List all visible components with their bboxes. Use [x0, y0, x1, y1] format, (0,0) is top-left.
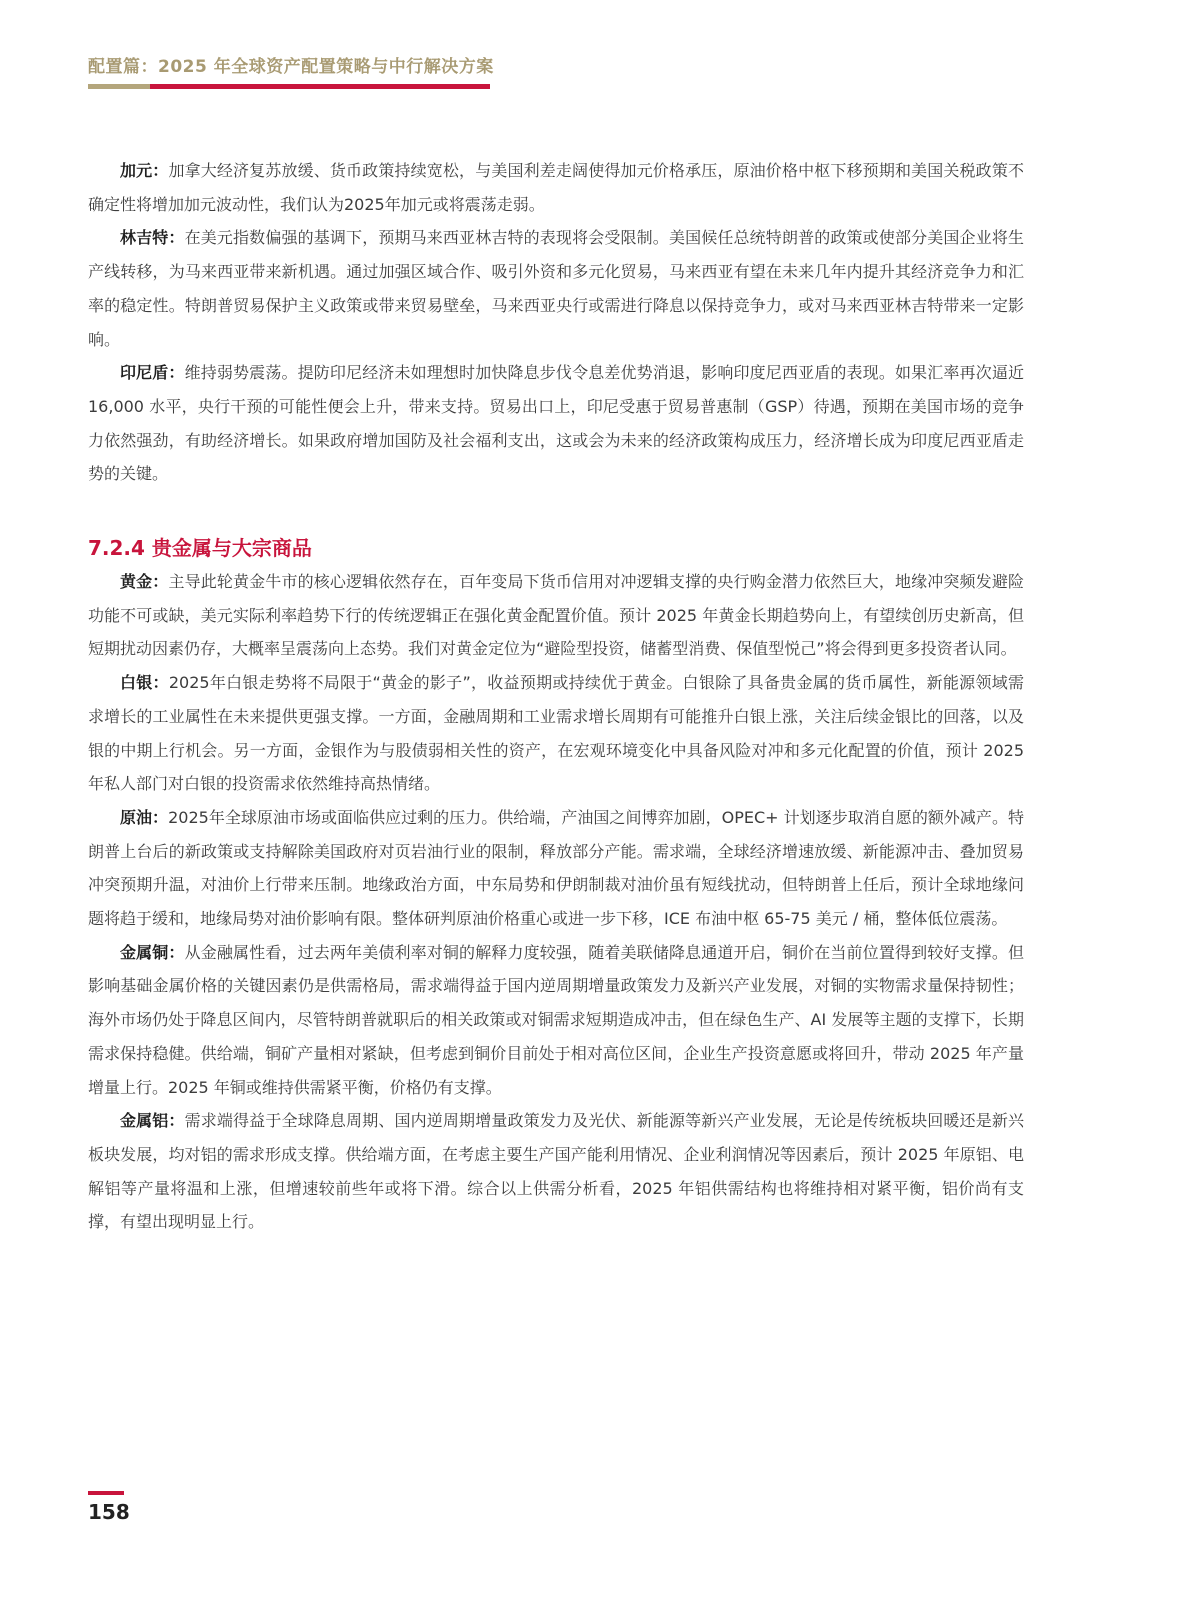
paragraph-term: 加元：	[120, 161, 169, 180]
paragraph-text: 加拿大经济复苏放缓、货币政策持续宽松，与美国利差走阔使得加元价格承压，原油价格中枢下移预期和美国关税政策不确定性将增加加元波动性，我们认为2025年加元或将震荡走弱。	[88, 161, 1024, 214]
paragraph-text: 需求端得益于全球降息周期、国内逆周期增量政策发力及光伏、新能源等新兴产业发展，无论是传统板块回暖还是新兴板块发展，均对铝的需求形成支撑。供给端方面，在考虑主要生产国产能利用情况、企业利润情况等因素后，预计 2025 年原铝、电解铝等产量将温和上涨，但增速较前些年或将下滑。综合以上供需分析看，2025 年铝供需结构也将维持相对紧平衡，铝价尚有支撑，有望出现明显上行。	[88, 1111, 1024, 1232]
paragraph-gold	[88, 565, 1024, 666]
page-content	[88, 154, 1024, 1239]
footer-rule	[88, 1491, 124, 1495]
paragraph-text: 在美元指数偏强的基调下，预期马来西亚林吉特的表现将会受限制。美国候任总统特朗普的政策或使部分美国企业将生产线转移，为马来西亚带来新机遇。通过加强区域合作、吸引外资和多元化贸易，马来西亚有望在未来几年内提升其经济竞争力和汇率的稳定性。特朗普贸易保护主义政策或带来贸易壁垒，马来西亚央行或需进行降息以保持竞争力，或对马来西亚林吉特带来一定影响。	[88, 228, 1024, 349]
page-number: 158	[88, 1500, 130, 1524]
paragraph-term: 白银：	[120, 673, 169, 693]
paragraph-cad	[88, 154, 1024, 221]
header-rule-gold	[88, 84, 150, 89]
paragraph-crude-oil	[88, 801, 1024, 936]
paragraph-silver	[88, 666, 1024, 801]
paragraph-term: 金属铝：	[120, 1111, 185, 1131]
paragraph-myr	[88, 221, 1024, 356]
paragraph-text: 主导此轮黄金牛市的核心逻辑依然存在，百年变局下货币信用对冲逻辑支撑的央行购金潜力依然巨大，地缘冲突频发避险功能不可或缺，美元实际利率趋势下行的传统逻辑正在强化黄金配置价值。预计 2025 年黄金长期趋势向上，有望续创历史新高，但短期扰动因素仍存，大概率呈震荡向上态势。我们对黄金定位为“避险型投资，储蓄型消费、保值型悦己”将会得到更多投资者认同。	[88, 572, 1024, 659]
section-heading: 7.2.4 贵金属与大宗商品	[88, 536, 312, 561]
paragraph-copper	[88, 936, 1024, 1105]
paragraph-aluminum	[88, 1104, 1024, 1239]
paragraph-term: 黄金：	[120, 572, 169, 592]
paragraph-term: 原油：	[120, 807, 169, 827]
paragraph-text: 从金融属性看，过去两年美债利率对铜的解释力度较强，随着美联储降息通道开启，铜价在当前位置得到较好支撑。但影响基础金属价格的关键因素仍是供需格局，需求端得益于国内逆周期增量政策发力及新兴产业发展，对铜的实物需求量保持韧性；海外市场仍处于降息区间内，尽管特朗普就职后的相关政策或对铜需求短期造成冲击，但在绿色生产、AI 发展等主题的支撑下，长期需求保持稳健。供给端，铜矿产量相对紧缺，但考虑到铜价目前处于相对高位区间，企业生产投资意愿或将回升，带动 2025 年产量增量上行。2025 年铜或维持供需紧平衡，价格仍有支撑。	[88, 942, 1024, 1097]
paragraph-idr	[88, 356, 1024, 491]
paragraph-term: 印尼盾：	[120, 363, 185, 383]
paragraph-term: 林吉特：	[120, 228, 185, 248]
paragraph-text: 维持弱势震荡。提防印尼经济未如理想时加快降息步伐令息差优势消退，影响印度尼西亚盾的表现。如果汇率再次逼近 16,000 水平，央行干预的可能性便会上升，带来支持。贸易出口上，印尼受惠于贸易普惠制（GSP）待遇，预期在美国市场的竞争力依然强劲，有助经济增长。如果政府增加国防及社会福利支出，这或会为未来的经济政策构成压力，经济增长成为印度尼西亚盾走势的关键。	[88, 363, 1024, 484]
paragraph-term: 金属铜：	[120, 942, 185, 962]
header-rule-red	[150, 84, 490, 89]
currency-section	[88, 154, 1024, 491]
header-title: 配置篇：2025 年全球资产配置策略与中行解决方案	[88, 57, 494, 77]
paragraph-text: 2025年白银走势将不局限于“黄金的影子”，收益预期或持续优于黄金。白银除了具备贵金属的货币属性，新能源领域需求增长的工业属性在未来提供更强支撑。一方面，金融周期和工业需求增长周期有可能推升白银上涨，关注后续金银比的回落，以及银的中期上行机会。另一方面，金银作为与股债弱相关性的资产，在宏观环境变化中具备风险对冲和多元化配置的价值，预计 2025 年私人部门对白银的投资需求依然维持高热情绪。	[88, 673, 1024, 794]
commodities-section	[88, 533, 1024, 1239]
paragraph-text: 2025年全球原油市场或面临供应过剩的压力。供给端，产油国之间博弈加剧，OPEC+ 计划逐步取消自愿的额外减产。特朗普上台后的新政策或支持解除美国政府对页岩油行业的限制，释放部分产能。需求端，全球经济增速放缓、新能源冲击、叠加贸易冲突预期升温，对油价上行带来压制。地缘政治方面，中东局势和伊朗制裁对油价虽有短线扰动，但特朗普上任后，预计全球地缘问题将趋于缓和，地缘局势对油价影响有限。整体研判原油价格重心或进一步下移，ICE 布油中枢 65-75 美元 / 桶，整体低位震荡。	[88, 807, 1024, 929]
